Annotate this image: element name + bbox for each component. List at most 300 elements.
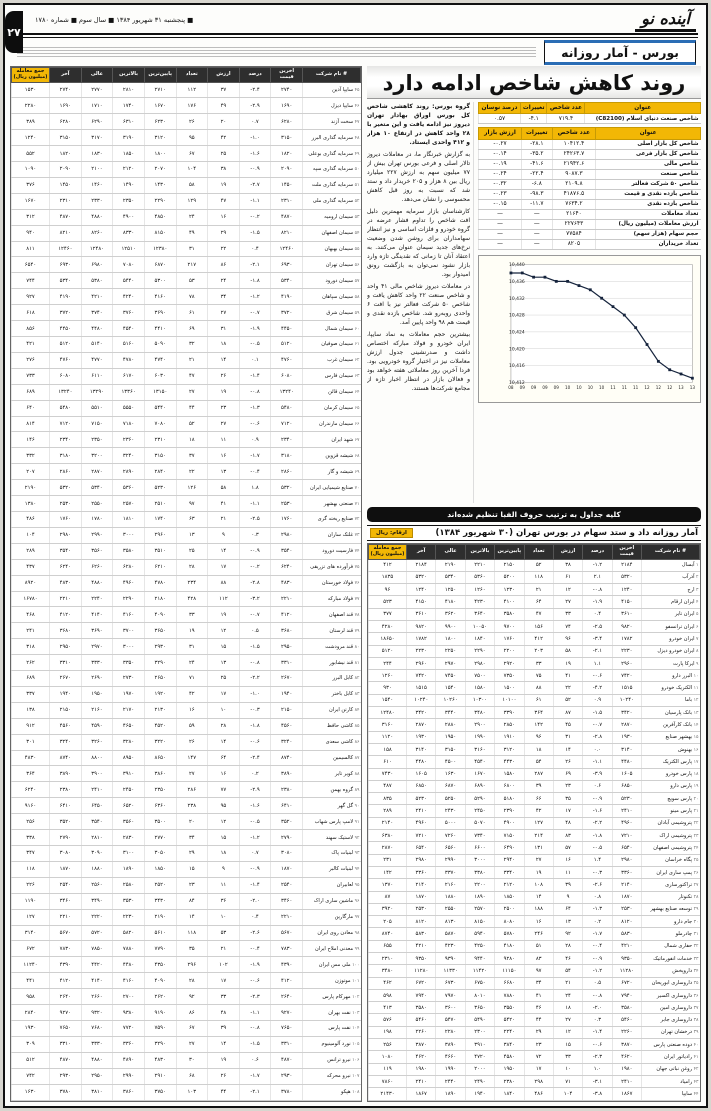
page-number: ۲۷ (7, 25, 21, 39)
cell: ۰.۳ (583, 1014, 612, 1026)
cell: -۱.۲ (239, 830, 271, 846)
cell: ۹۲ (176, 989, 208, 1005)
cell: ۲۷۶ (12, 352, 50, 368)
row-label: حجم سهام (هزار سهم) (596, 229, 701, 239)
table-row (12, 177, 361, 193)
cell: ۲۸۷۰ (369, 842, 407, 854)
svg-text:11: 11 (610, 384, 616, 390)
cell: ۱۶۹۰ (271, 98, 303, 114)
company-name: ۵۳ سیمان ارومیه (303, 209, 361, 225)
cell: -۰.۲ (239, 559, 271, 575)
cell: ۱۲۳۸۰ (144, 241, 176, 257)
cell: -۱.۷ (239, 448, 271, 464)
cell: -۲.۳ (583, 1051, 612, 1063)
cell: ۴۶ (524, 1002, 553, 1014)
company-name: ۲۸ تکنوتار (642, 891, 700, 903)
row-number: ۳۰ (692, 919, 699, 925)
cell: ۵۸۳۰ (612, 928, 641, 940)
cell: ۴۸۷۰ (271, 1052, 303, 1068)
company-name: ۹۷ مارگارین (303, 909, 361, 925)
column-header: # نام شرکت (642, 545, 700, 560)
cell: ۱۹ (524, 866, 553, 878)
cell: ۷۱ (176, 671, 208, 687)
table-row (369, 989, 700, 1001)
cell: -۰.۴ (583, 940, 612, 952)
cell: ۴۳۷ (12, 559, 50, 575)
cell: ۲۶۹۰ (81, 671, 113, 687)
cell: -۰.۳ (583, 866, 612, 878)
row-number: ۲۸ (692, 895, 699, 901)
cell: ۲۷۷۰ (81, 82, 113, 98)
cell: ۰.۴ (239, 909, 271, 925)
cell: ۱۱۳۳۰ (436, 965, 465, 977)
cell: ۵۳۸۰ (81, 273, 113, 289)
cell: ۴۳۹۰ (50, 957, 82, 973)
cell: ۶۲۳۰ (144, 114, 176, 130)
table-row (12, 1052, 361, 1068)
cell: ۱۵۸ (369, 743, 407, 755)
company-name: ۱۰۰ ملی مس ایران (303, 957, 361, 973)
cell: ۰.۶ (583, 780, 612, 792)
cell: ۱۷۴۰ (113, 98, 145, 114)
cell: ۶۸۰۰ (495, 780, 524, 792)
cell: ۲۸۹۰ (113, 464, 145, 480)
cell: -۱.۲ (583, 559, 612, 571)
row-number: ۲۵ (692, 858, 699, 864)
cell: ۱۸ (524, 743, 553, 755)
table-row (369, 657, 700, 669)
cell: ۵۴۸۰ (271, 400, 303, 416)
cell: ۸۶۵۰ (144, 750, 176, 766)
cell: ۲۴۱ (12, 623, 50, 639)
cell: ۲۱۷۰ (113, 702, 145, 718)
cell: ۱۶۰۵ (612, 768, 641, 780)
cell: -۱.۵ (583, 707, 612, 719)
cell: ۶۷۲۰ (407, 977, 436, 989)
cell: -۳.۲ (239, 591, 271, 607)
table-row (369, 620, 700, 632)
cell: ۴۷۶۰ (50, 352, 82, 368)
company-name: ۲۱ پارس مینو (642, 805, 700, 817)
table-row (369, 670, 700, 682)
cell: ۴۱۸۰ (436, 596, 465, 608)
svg-text:12: 12 (655, 384, 661, 390)
cell: ۲۱۸۴ (612, 559, 641, 571)
cell: ۷۸۸۰ (113, 941, 145, 957)
cell: ۴۸۸۰ (81, 209, 113, 225)
cell: -۰.۶ (239, 973, 271, 989)
cell: ۳۲ (176, 337, 208, 353)
article-body-row (367, 99, 701, 503)
cell: ۴۷۸۰ (113, 352, 145, 368)
cell: ۹۴۰ (12, 225, 50, 241)
cell: ۴۱۶۰ (113, 607, 145, 623)
cell: ۱۳ (176, 527, 208, 543)
cell: ۳۱۲۰ (144, 130, 176, 146)
cell: ۳۱۰۰ (113, 846, 145, 862)
table-row (12, 559, 361, 575)
cell: ۲۲۱۰ (465, 559, 494, 571)
cell: ۲۲۷۶۴۳ (552, 219, 596, 229)
cell: ۳۶۱۰ (612, 608, 641, 620)
cell: ۴۸۵۰ (144, 209, 176, 225)
cell: ۱۵ (208, 830, 240, 846)
company-name: ۶۸ شیشه قزوین (303, 448, 361, 464)
cell: ۵۸۳۰ (407, 928, 436, 940)
main-column (367, 66, 701, 1102)
cell: ۶۵۶۰ (436, 842, 465, 854)
cell: ۴۹ (176, 225, 208, 241)
company-name: ۷۳ غلتک سازان (303, 527, 361, 543)
cell: -۲.۸ (239, 575, 271, 591)
cell: ۸۸ (524, 682, 553, 694)
cell: ۷۴۵۰ (436, 670, 465, 682)
cell: ۲۶۷۰ (50, 671, 82, 687)
cell: -۰.۲۷ (479, 139, 522, 149)
cell: ۱۰۸ (524, 879, 553, 891)
company-name: ۳۷ داروسازی امین (642, 1002, 700, 1014)
cell: -۰.۸ (239, 655, 271, 671)
svg-text:10,440: 10,440 (509, 262, 525, 268)
cell: ۱۵ (176, 861, 208, 877)
cell: ۵۴۹۰ (465, 1014, 494, 1026)
cell: ۱۰۲۶۰ (436, 694, 465, 706)
cell: ۲۱ (208, 511, 240, 527)
cell: ۲۲۸۰ (436, 1026, 465, 1038)
cell: ۲۱۸۰ (144, 591, 176, 607)
cell: ۳۵۴۰ (50, 543, 82, 559)
cell: ۴۳۵۰ (144, 957, 176, 973)
cell: ۱۸۵۰ (113, 146, 145, 162)
cell: ۴۷۷۰ (81, 352, 113, 368)
cell: ۲۷۷۰ (144, 830, 176, 846)
table-row (479, 149, 701, 159)
column-header: پایین‌ترین (495, 545, 524, 560)
cell: — (522, 239, 553, 249)
cell: ۲۵۲۰ (144, 877, 176, 893)
row-number: ۸۱ (353, 660, 360, 666)
cell: ۹۶ (553, 633, 582, 645)
table-row (369, 596, 700, 608)
cell: ۸۱۱ (12, 241, 50, 257)
table-row (12, 1005, 361, 1021)
cell: ۱۷۸۰ (81, 511, 113, 527)
cell: ۳۵۸۰ (407, 1002, 436, 1014)
row-label: تعداد خریداران (596, 239, 701, 249)
row-number: ۱۳ (692, 710, 699, 716)
cell: ۹۸۲۰ (407, 620, 436, 632)
cell: ۶۱۰ (369, 756, 407, 768)
cell: ۲۶۲ (12, 655, 50, 671)
cell: ۷۰۸۰ (144, 416, 176, 432)
cell: ۵۸۲۰ (113, 925, 145, 941)
cell: ۳۷۶۰ (113, 305, 145, 321)
cell: ۱۱۸ (176, 925, 208, 941)
cell: -۲.۶ (239, 925, 271, 941)
row-label: شاخص صنعت (596, 169, 701, 179)
column-header: تغییرات (520, 103, 547, 114)
cell: ۲۲۴۰ (81, 591, 113, 607)
company-name: ۱۴ بانک کارآفرین (642, 719, 700, 731)
cell: ۳۷۷ (369, 608, 407, 620)
table-row (369, 731, 700, 743)
cell: ۳۷ (208, 82, 240, 98)
table-row (369, 1026, 700, 1038)
row-number: ۵۹ (353, 310, 360, 316)
svg-text:10,416: 10,416 (509, 363, 525, 369)
cell: ۱۲ (208, 623, 240, 639)
cell: ۷۷۲۰ (113, 1020, 145, 1036)
cell: ۱۹ (208, 1052, 240, 1068)
column-header: ارزش (553, 545, 582, 560)
cell: ۲۴ (176, 209, 208, 225)
cell: ۶۴۱۰ (50, 798, 82, 814)
cell: ۱۹۸۰ (612, 1063, 641, 1075)
cell: -۲.۱ (239, 1084, 271, 1100)
cell: ۱۶۰۵ (407, 768, 436, 780)
cell: ۱۹۳۰ (407, 731, 436, 743)
company-name: ۶۹ شیشه و گاز (303, 464, 361, 480)
table-row (12, 416, 361, 432)
column-header: تغییرات (522, 128, 553, 139)
cell: ۷۸ (176, 289, 208, 305)
cell: ۵۹ (176, 718, 208, 734)
cell: ۱۲۶ (176, 480, 208, 496)
cell: ۳۹ (524, 780, 553, 792)
table-row (369, 793, 700, 805)
company-name: ۶۳ سیمان فارس (303, 368, 361, 384)
table-row (12, 289, 361, 305)
cell: -۲.۴ (239, 82, 271, 98)
table-row (369, 1014, 700, 1026)
row-label: شاخص مالی (596, 159, 701, 169)
row-number: ۸۹ (353, 787, 360, 793)
cell: -۰.۸ (239, 384, 271, 400)
cell: ۲۱۴۳۰ (369, 1088, 407, 1101)
company-name: ۱۰۴ نفت پارس (303, 1020, 361, 1036)
cell: ۲۰۷۰ (144, 162, 176, 178)
cell: -۳۵.۲ (522, 149, 553, 159)
cell: ۱۰ (553, 1063, 582, 1075)
cell: ۴۸۳۰ (12, 750, 50, 766)
row-number: ۱۸ (692, 772, 699, 778)
cell: ۱۰۳ (176, 1084, 208, 1100)
cell: ۴۵۸۰ (495, 1051, 524, 1063)
cell: ۲۷ (176, 766, 208, 782)
row-number: ۹۵ (353, 883, 360, 889)
company-name: ۵۶ سیمان تهران (303, 257, 361, 273)
cell: ۳۳۶۰ (612, 866, 641, 878)
company-name: ۱۳ بانک پارسیان (642, 707, 700, 719)
cell: ۴۲۱۰ (81, 289, 113, 305)
table-row (12, 432, 361, 448)
cell: ۴۵۰۰ (436, 756, 465, 768)
cell: ۱۸۰۰ (436, 633, 465, 645)
cell: ۵۴۴۰ (144, 400, 176, 416)
cell: ۴۸۳۰ (271, 575, 303, 591)
cell: ۹۳۸۰ (113, 1005, 145, 1021)
cell: ۷۴ (553, 620, 582, 632)
cell: ۱۷۶ (176, 98, 208, 114)
cell: -۱.۱ (239, 496, 271, 512)
table-row (12, 893, 361, 909)
article-paragraph: بیشترین حجم معاملات به نماد سایپا، ایران خودرو و فولاد مبارکه اختصاص داشت و صدرنشینی جدول ارزش معاملات نیز در اختیار گروه خودرویی بود. فردا آخرین روز معاملاتی هفته خواهد بود و فعالان بازار در انتظار اخبار تازه از مجامع شرکت‌ها هستند. (367, 331, 470, 392)
cell: ۶۰۳۰ (144, 368, 176, 384)
cell: ۰.۴ (239, 241, 271, 257)
cell: ۳۸۷۰ (612, 1039, 641, 1051)
cell: ۵۷۸۰ (495, 928, 524, 940)
cell: -۲.۵ (583, 620, 612, 632)
cell: ۶۶ (524, 793, 553, 805)
cell: ۲۵۶ (12, 814, 50, 830)
cell: ۴۸۶ (524, 1088, 553, 1101)
cell: -۱.۱ (239, 193, 271, 209)
table-row (479, 179, 701, 189)
cell: ۹۵ (176, 130, 208, 146)
cell: ۲۸۷۰ (407, 719, 436, 731)
company-name: ۷۷ فولاد مبارکه (303, 591, 361, 607)
cell: -۰.۵ (239, 337, 271, 353)
row-number: ۷۱ (353, 501, 360, 507)
company-name: ۱۷ پارس الکتریک (642, 756, 700, 768)
cell: — (522, 219, 553, 229)
cell: — (479, 219, 522, 229)
cell: ۱.۴ (583, 854, 612, 866)
cell: ۲۹۳۰ (144, 639, 176, 655)
cell: ۲۲۶۰ (612, 1026, 641, 1038)
cell: ۲۵۳۰ (50, 496, 82, 512)
company-name: ۶ ایران ترانسفو (642, 620, 700, 632)
row-number: ۴۵ (353, 87, 360, 93)
table-row (12, 98, 361, 114)
cell: ۴۸۷ (369, 780, 407, 792)
cell: ۳۸۹۰ (50, 766, 82, 782)
cell: ۶۸۹ (12, 671, 50, 687)
table-row (12, 686, 361, 702)
table-row (12, 830, 361, 846)
row-number: ۶۸ (353, 453, 360, 459)
cell: ۳۵۳۰ (113, 893, 145, 909)
cell: ۶۱ (524, 694, 553, 706)
cell: ۲۲۵۰ (436, 645, 465, 657)
svg-text:09: 09 (530, 384, 537, 390)
cell: ۳۳۳۰ (81, 655, 113, 671)
table-row (12, 671, 361, 687)
cell: -۰.۴ (239, 464, 271, 480)
cell: ۱۳۲۹۰ (81, 384, 113, 400)
svg-text:09: 09 (519, 384, 525, 390)
cell: ۱۱۸ (524, 571, 553, 583)
table-row (369, 830, 700, 842)
cell: -۰.۶ (583, 1039, 612, 1051)
svg-text:10: 10 (576, 384, 582, 390)
company-name: ۸۶ کاشی سعدی (303, 734, 361, 750)
cell: ۲۸۴۰ (144, 464, 176, 480)
table-row (369, 965, 700, 977)
cell: ۱۰۲۴۰ (407, 694, 436, 706)
cell: ۷۴۲۰ (612, 670, 641, 682)
cell: ۰.۵ (239, 623, 271, 639)
cell: ۲۵۴۰ (50, 877, 82, 893)
cell: ۶۴۵۰ (81, 798, 113, 814)
cell: ۶۷ (176, 1020, 208, 1036)
cell: ۲۲۱۰ (271, 591, 303, 607)
cell: ۱۱۹۰ (12, 893, 50, 909)
cell: ۳۴ (208, 289, 240, 305)
cell: ۱۶ (176, 702, 208, 718)
masthead-bar (5, 5, 706, 32)
cell: ۵۳۲۰ (612, 571, 641, 583)
column-header: درصد (239, 68, 271, 83)
row-number: ۵۴ (353, 231, 360, 237)
column-header: تعداد (176, 68, 208, 83)
cell: ۹۲ (553, 928, 582, 940)
company-name: ۴۴ سایپا (642, 1088, 700, 1101)
row-number: ۵۶ (353, 262, 360, 268)
row-number: ۶۷ (353, 437, 360, 443)
table-row (12, 575, 361, 591)
cell: ۵۲۰۰ (495, 571, 524, 583)
cell: -۳.۱ (583, 1075, 612, 1087)
cell: ۴۸ (208, 1005, 240, 1021)
cell: ۱۴۲ (369, 866, 407, 878)
table-row (12, 146, 361, 162)
cell: ۱۲ (208, 814, 240, 830)
cell: ۳۸۶۰ (113, 1084, 145, 1100)
table-row (369, 842, 700, 854)
company-name: ۳۸ داروسازی جابر (642, 1014, 700, 1026)
row-label: شاخص کل بازار اصلی (596, 139, 701, 149)
table-row (369, 928, 700, 940)
cell: ۲۸۸۰ (436, 719, 465, 731)
cell: ۲۷ (176, 1036, 208, 1052)
cell: -۱.۶ (583, 805, 612, 817)
cell: ۴۹۶۰ (612, 817, 641, 829)
row-number: ۷ (694, 636, 699, 642)
cell: ۱۸۳۰ (81, 146, 113, 162)
row-number: ۴۹ (353, 151, 360, 157)
cell: ۸۴ (176, 893, 208, 909)
company-name: ۶۱ سیمان صوفیان (303, 337, 361, 353)
company-name: ۳۳ خدمات انفورماتیک (642, 953, 700, 965)
column-header: عدد شاخص (547, 103, 585, 114)
company-name: ۲۰ پارس سویچ (642, 793, 700, 805)
table-row (369, 694, 700, 706)
cell: ۳۱۵۰ (50, 130, 82, 146)
cell: ۱۵۸۰ (465, 682, 494, 694)
cell: -۱.۳ (583, 903, 612, 915)
cell: ۱۱۲ (176, 82, 208, 98)
cell: ۲۰۹۰ (50, 162, 82, 178)
cell: ۷۶۵۰ (271, 1020, 303, 1036)
table-row (12, 766, 361, 782)
cell: ۲۲۱۰ (271, 909, 303, 925)
cell: ۰.۷ (239, 846, 271, 862)
row-number: ۱۰۱ (350, 978, 360, 984)
cell: ۱۴۶۰ (81, 177, 113, 193)
cell: ۶۲۹۰ (81, 114, 113, 130)
cell: ۳۲۰۰ (81, 448, 113, 464)
cell: ۲۸۱۰ (81, 830, 113, 846)
cell: ۱۷۸۲ (407, 633, 436, 645)
cell: ۳۶۸۰ (271, 623, 303, 639)
cell: ۴۵۴۰ (465, 756, 494, 768)
company-name: ۶۶ سیمان مازندران (303, 416, 361, 432)
column-header: درصد (583, 545, 612, 560)
table-row (12, 782, 361, 798)
cell: ۶۱۷۰ (113, 368, 145, 384)
cell: ۵۲۹۰ (465, 793, 494, 805)
